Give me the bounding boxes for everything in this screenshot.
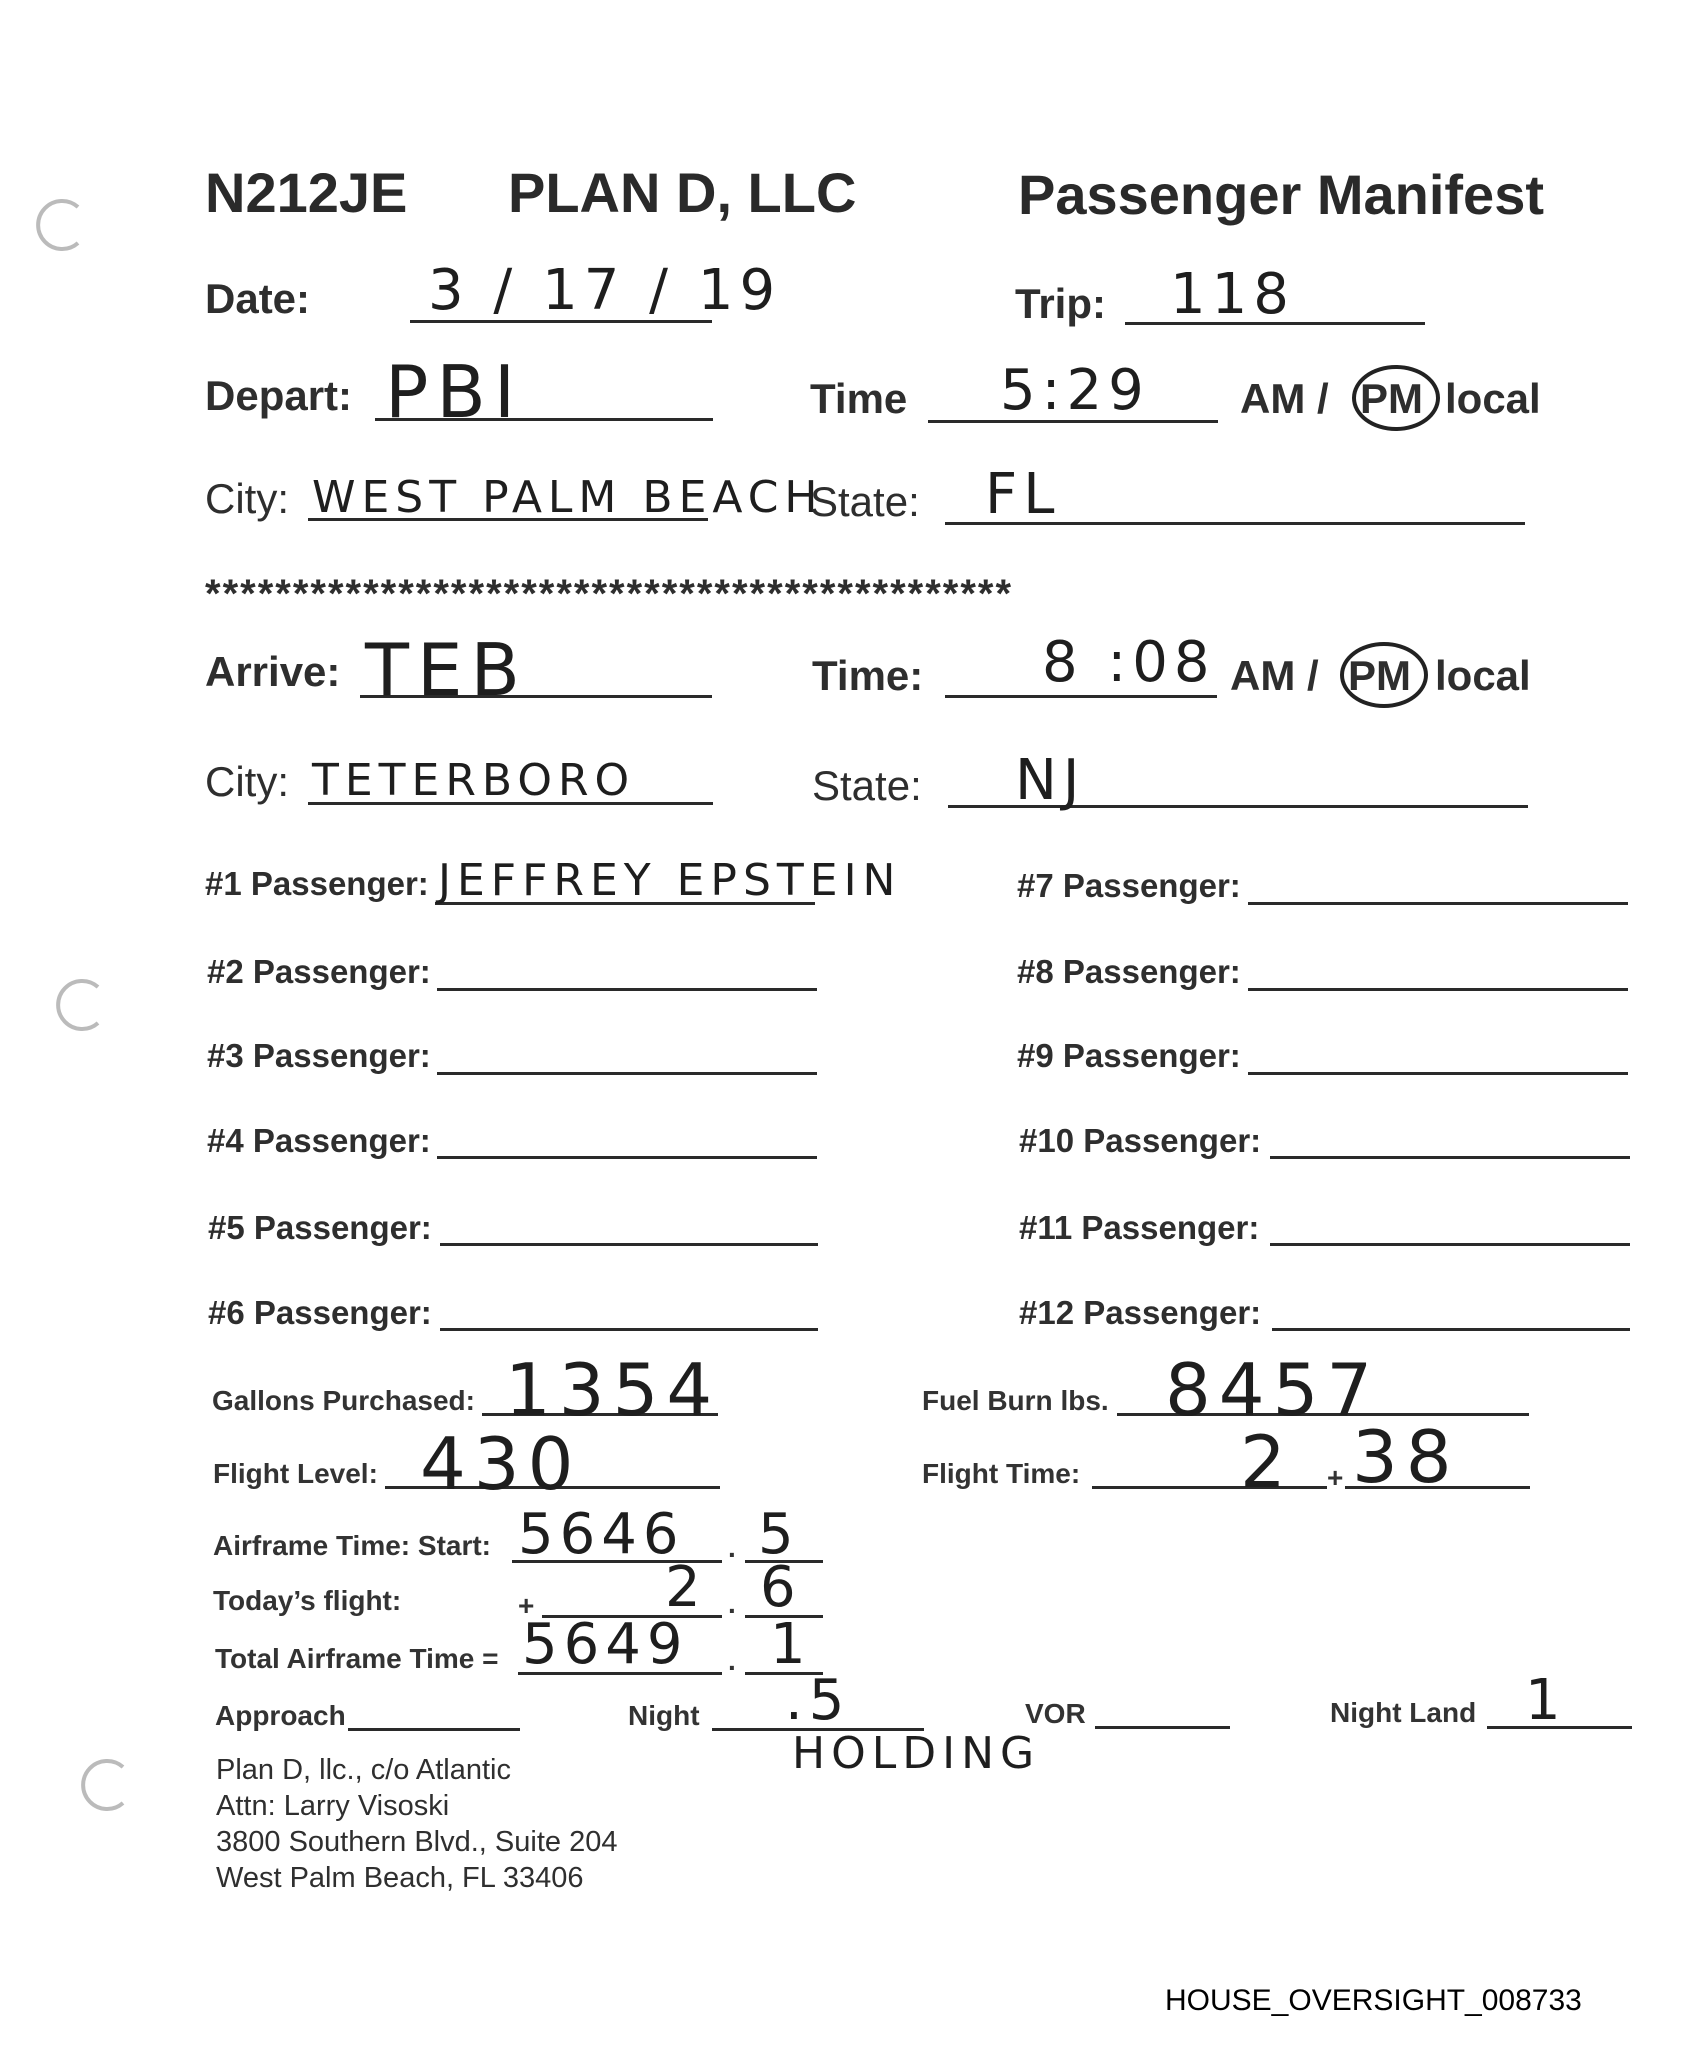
passenger-12-label: #12 Passenger: [1019,1294,1262,1331]
flight-level-value[interactable]: 430 [420,1422,582,1506]
todays-flight-dot: . [728,1588,736,1619]
trip-label: Trip: [1015,280,1106,327]
binder-hole-icon [75,1755,135,1815]
passenger-1-label: #1 Passenger: [205,865,429,902]
depart-pm-label: PM [1360,375,1423,423]
passenger-3-label: #3 Passenger: [207,1037,431,1074]
vor-label: VOR [1025,1698,1086,1729]
arrive-time-value[interactable]: 8 :08 [1042,630,1216,695]
trip-value[interactable]: 118 [1170,262,1295,327]
gallons-label: Gallons Purchased: [212,1385,475,1416]
passenger-2-label: #2 Passenger: [207,953,431,990]
address-line-3: 3800 Southern Blvd., Suite 204 [216,1826,618,1858]
depart-time-label: Time [810,375,908,422]
depart-label: Depart: [205,372,353,419]
passenger-6-label: #6 Passenger: [208,1294,432,1331]
total-airframe-whole[interactable]: 5649 [522,1612,689,1677]
depart-state-label: State: [810,478,920,525]
depart-city-value[interactable]: WEST PALM BEACH [312,472,824,523]
passenger-8-label: #8 Passenger: [1017,953,1241,990]
binder-hole-icon [50,975,110,1035]
passenger-1-value[interactable]: JEFFREY EPSTEIN [438,855,902,906]
night-land-value[interactable]: 1 [1525,1668,1567,1733]
arrive-airport-value[interactable]: TEB [365,628,528,712]
todays-flight-label: Today’s flight: [213,1585,402,1616]
form-title: Passenger Manifest [1018,163,1544,226]
passenger-5-label: #5 Passenger: [208,1209,432,1246]
night-land-label: Night Land [1330,1697,1477,1728]
bates-number: HOUSE_OVERSIGHT_008733 [1165,1984,1582,2017]
depart-airport-value[interactable]: PBI [385,350,524,434]
todays-flight-whole[interactable]: 2 [665,1555,707,1620]
approach-label: Approach [215,1700,346,1731]
total-airframe-tenth[interactable]: 1 [770,1612,812,1677]
todays-flight-plus: + [518,1590,535,1621]
arrive-label: Arrive: [205,648,341,695]
passenger-9-label: #9 Passenger: [1017,1037,1241,1074]
address-line-1: Plan D, llc., c/o Atlantic [216,1754,511,1786]
arrive-am-label: AM / [1230,652,1319,699]
arrive-local-label: local [1435,652,1531,699]
flight-level-label: Flight Level: [213,1458,378,1489]
passenger-11-label: #11 Passenger: [1019,1209,1260,1246]
date-value[interactable]: 3 / 17 / 19 [428,258,782,323]
arrive-pm-label: PM [1348,652,1411,700]
section-separator: ********************************************** [205,572,1014,616]
airframe-start-dot: . [728,1532,736,1563]
depart-city-label: City: [205,475,289,522]
arrive-state-value[interactable]: NJ [1015,748,1086,813]
pm-circle [1352,365,1440,431]
depart-local-label: local [1445,375,1541,422]
fuel-burn-label: Fuel Burn lbs. [922,1385,1109,1416]
flight-time-minutes[interactable]: 38 [1352,1415,1460,1499]
depart-am-label: AM / [1240,375,1329,422]
fuel-burn-value[interactable]: 8457 [1165,1348,1381,1432]
flight-time-plus: + [1327,1462,1344,1493]
night-value[interactable]: .5 [785,1668,851,1733]
night-label: Night [628,1700,700,1731]
gallons-value[interactable]: 1354 [505,1348,721,1432]
depart-time-value[interactable]: 5:29 [1000,358,1150,423]
depart-state-value[interactable]: FL [985,462,1061,527]
airframe-start-tenth[interactable]: 5 [758,1502,800,1567]
airframe-start-whole[interactable]: 5646 [518,1502,685,1567]
holding-note[interactable]: HOLDING [792,1728,1041,1779]
passenger-4-label: #4 Passenger: [207,1122,431,1159]
binder-hole-icon [30,195,90,255]
passenger-10-label: #10 Passenger: [1019,1122,1262,1159]
arrive-time-label: Time: [812,652,924,699]
total-airframe-label: Total Airframe Time = [215,1643,499,1674]
address-block [216,1752,617,1896]
passenger-7-label: #7 Passenger: [1017,867,1241,904]
arrive-city-value[interactable]: TETERBORO [312,755,636,806]
tail-number: N212JE [205,161,408,224]
pm-circle [1340,642,1428,708]
flight-time-hours[interactable]: 2 [1240,1420,1294,1504]
airframe-start-label: Airframe Time: Start: [213,1530,492,1561]
company-name: PLAN D, LLC [508,161,857,224]
date-label: Date: [205,275,311,322]
address-line-4: West Palm Beach, FL 33406 [216,1862,584,1894]
arrive-state-label: State: [812,762,922,809]
flight-time-label: Flight Time: [922,1458,1081,1489]
todays-flight-tenth[interactable]: 6 [760,1555,802,1620]
total-airframe-dot: . [728,1645,736,1676]
arrive-city-label: City: [205,758,289,805]
address-line-2: Attn: Larry Visoski [216,1790,450,1822]
